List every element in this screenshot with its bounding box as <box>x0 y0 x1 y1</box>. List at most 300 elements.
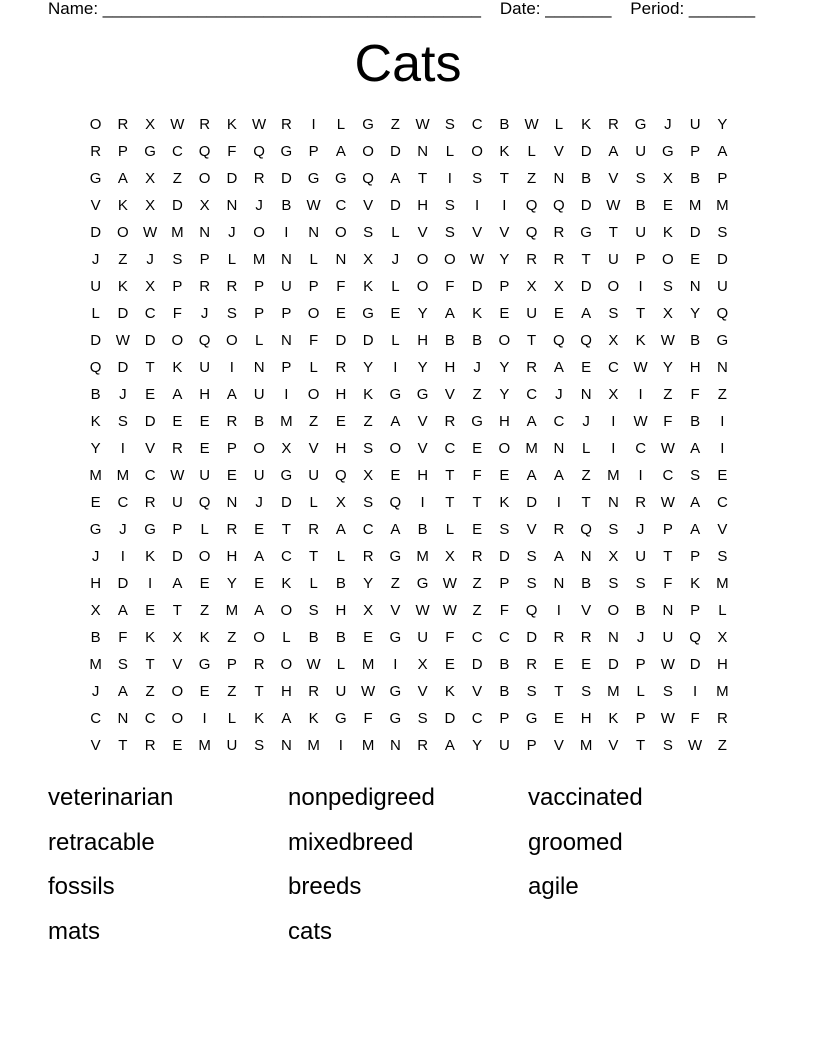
grid-letter: L <box>527 143 536 160</box>
puzzle-title: Cats <box>354 35 462 93</box>
grid-letter: L <box>445 143 455 160</box>
grid-letter: W <box>633 359 648 376</box>
grid-letter: O <box>607 602 620 619</box>
grid-row <box>82 138 737 165</box>
grid-letter: C <box>280 548 292 565</box>
grid-letter: L <box>581 440 591 457</box>
grid-letter: H <box>335 602 347 619</box>
grid-letter: E <box>690 251 701 268</box>
grid-letter: M <box>688 197 702 214</box>
grid-letter: W <box>688 737 703 754</box>
grid-letter: P <box>662 521 673 538</box>
grid-letter: Q <box>525 197 538 214</box>
grid-letter: A <box>444 305 455 322</box>
grid-letter: P <box>690 602 701 619</box>
grid-letter: E <box>662 197 673 214</box>
grid-letter: S <box>444 224 455 241</box>
grid-letter: E <box>172 737 183 754</box>
grid-letter: U <box>199 467 211 484</box>
grid-letter: U <box>716 278 728 295</box>
grid-letter: H <box>417 332 429 349</box>
grid-letter: C <box>335 197 347 214</box>
grid-letter: C <box>117 494 129 511</box>
grid-letter: H <box>335 386 347 403</box>
grid-letter: T <box>309 548 319 565</box>
grid-letter: K <box>281 575 292 592</box>
grid-letter: U <box>635 548 647 565</box>
grid-letter: A <box>254 548 265 565</box>
grid-letter: X <box>608 332 619 349</box>
grid-letter: F <box>663 413 673 430</box>
grid-letter: U <box>635 143 647 160</box>
grid-letter: I <box>120 440 125 457</box>
grid-letter: B <box>635 602 646 619</box>
grid-letter: U <box>417 629 429 646</box>
word-list-item: breeds <box>288 873 362 900</box>
grid-letter: C <box>553 413 565 430</box>
grid-letter: A <box>117 602 128 619</box>
grid-letter: W <box>442 575 457 592</box>
grid-letter: S <box>226 305 237 322</box>
grid-letter: G <box>144 143 156 160</box>
grid-letter: J <box>200 305 209 322</box>
grid-letter: U <box>635 224 647 241</box>
grid-letter: S <box>499 521 510 538</box>
grid-letter: D <box>689 224 701 241</box>
grid-letter: Z <box>472 602 482 619</box>
grid-letter: B <box>581 170 592 187</box>
grid-letter: N <box>662 602 674 619</box>
grid-letter: K <box>172 359 183 376</box>
grid-letter: D <box>716 251 728 268</box>
grid-letter: I <box>120 548 125 565</box>
grid-letter: N <box>607 629 619 646</box>
grid-letter: F <box>445 629 455 646</box>
grid-letter: E <box>390 305 401 322</box>
grid-letter: V <box>90 737 101 754</box>
grid-letter: Z <box>390 116 400 133</box>
grid-letter: D <box>580 197 592 214</box>
grid-letter: O <box>117 224 129 241</box>
grid-letter: I <box>693 683 698 700</box>
grid-letter: R <box>553 629 565 646</box>
grid-letter: E <box>363 629 374 646</box>
grid-letter: E <box>499 467 510 484</box>
word-search-grid <box>82 111 737 759</box>
grid-letter: R <box>607 116 619 133</box>
grid-letter: V <box>581 602 592 619</box>
grid-letter: O <box>253 224 265 241</box>
grid-letter: W <box>170 467 185 484</box>
grid-letter: R <box>144 494 156 511</box>
grid-row <box>82 300 737 327</box>
grid-letter: W <box>306 656 321 673</box>
grid-letter: P <box>717 170 728 187</box>
word-list <box>48 780 768 950</box>
grid-letter: Z <box>309 413 319 430</box>
grid-letter: M <box>89 656 102 673</box>
grid-row <box>82 570 737 597</box>
grid-letter: E <box>335 413 346 430</box>
grid-letter: L <box>282 629 291 646</box>
grid-letter: O <box>416 251 429 268</box>
grid-letter: T <box>581 494 591 511</box>
grid-letter: T <box>172 602 182 619</box>
grid-letter: G <box>580 224 592 241</box>
word-list-item: groomed <box>528 828 623 856</box>
grid-letter: G <box>471 413 483 430</box>
grid-letter: O <box>662 251 674 268</box>
grid-letter: U <box>662 629 674 646</box>
grid-letter: J <box>91 548 100 565</box>
grid-letter: G <box>335 170 347 187</box>
word-list-item: veterinarian <box>48 784 174 811</box>
grid-letter: E <box>254 521 265 538</box>
grid-letter: K <box>145 629 156 646</box>
grid-letter: K <box>472 305 483 322</box>
grid-letter: O <box>198 548 211 565</box>
grid-letter: L <box>336 116 346 133</box>
grid-letter: I <box>556 494 561 511</box>
grid-letter: G <box>416 386 429 403</box>
grid-letter: P <box>172 521 183 538</box>
grid-letter: V <box>417 440 428 457</box>
grid-letter: Y <box>499 386 510 403</box>
grid-letter: V <box>172 656 183 673</box>
grid-letter: E <box>472 440 483 457</box>
grid-letter: Z <box>227 629 237 646</box>
grid-letter: X <box>608 548 619 565</box>
grid-letter: B <box>690 170 701 187</box>
grid-row <box>82 354 737 381</box>
grid-letter: B <box>90 629 101 646</box>
grid-letter: Z <box>472 386 482 403</box>
grid-letter: V <box>308 440 319 457</box>
grid-letter: S <box>690 467 701 484</box>
grid-letter: F <box>227 143 237 160</box>
grid-letter: V <box>417 413 428 430</box>
grid-letter: P <box>172 278 183 295</box>
grid-letter: Q <box>553 197 565 214</box>
grid-letter: T <box>254 683 264 700</box>
grid-letter: Z <box>527 170 537 187</box>
grid-letter: L <box>227 710 237 727</box>
grid-letter: K <box>117 278 128 295</box>
grid-letter: J <box>255 494 263 511</box>
grid-letter: W <box>306 197 321 214</box>
grid-letter: D <box>498 548 510 565</box>
grid-letter: R <box>280 116 292 133</box>
grid-letter: G <box>634 116 647 133</box>
grid-row <box>82 165 737 192</box>
grid-letter: J <box>228 224 236 241</box>
grid-letter: D <box>362 332 374 349</box>
grid-letter: I <box>393 656 398 673</box>
grid-letter: M <box>525 440 538 457</box>
grid-letter: G <box>144 521 156 538</box>
grid-letter: R <box>308 683 320 700</box>
grid-letter: G <box>307 170 320 187</box>
grid-letter: M <box>252 251 266 268</box>
grid-letter: H <box>716 656 728 673</box>
grid-letter: D <box>144 413 156 430</box>
grid-letter: X <box>417 656 428 673</box>
grid-letter: T <box>445 467 455 484</box>
grid-letter: O <box>307 386 320 403</box>
grid-letter: P <box>308 278 319 295</box>
grid-letter: V <box>526 521 537 538</box>
grid-letter: D <box>335 332 347 349</box>
grid-letter: M <box>171 224 184 241</box>
grid-letter: G <box>389 710 402 727</box>
grid-letter: U <box>253 467 265 484</box>
grid-letter: P <box>499 278 510 295</box>
grid-letter: Z <box>172 170 182 187</box>
grid-letter: D <box>117 359 129 376</box>
grid-letter: K <box>499 143 510 160</box>
grid-letter: P <box>226 656 237 673</box>
grid-letter: R <box>444 413 456 430</box>
grid-letter: Z <box>717 737 727 754</box>
grid-letter: B <box>635 197 646 214</box>
grid-letter: B <box>690 413 701 430</box>
grid-letter: M <box>416 548 429 565</box>
grid-letter: E <box>199 440 210 457</box>
grid-letter: Y <box>472 737 483 754</box>
grid-letter: R <box>580 629 592 646</box>
grid-letter: L <box>309 359 318 376</box>
grid-row <box>82 543 737 570</box>
grid-row <box>82 111 737 138</box>
grid-letter: G <box>416 575 429 592</box>
grid-letter: F <box>118 629 128 646</box>
grid-letter: P <box>254 278 265 295</box>
grid-letter: S <box>172 251 183 268</box>
grid-letter: R <box>226 521 238 538</box>
grid-letter: F <box>309 332 319 349</box>
grid-letter: A <box>526 467 537 484</box>
grid-letter: O <box>280 656 293 673</box>
grid-letter: T <box>418 170 428 187</box>
grid-letter: N <box>226 197 238 214</box>
grid-letter: G <box>362 305 374 322</box>
grid-letter: I <box>611 440 616 457</box>
grid-letter: S <box>635 575 646 592</box>
grid-row <box>82 327 737 354</box>
grid-letter: I <box>420 494 425 511</box>
grid-letter: I <box>638 278 643 295</box>
grid-letter: G <box>525 710 538 727</box>
grid-letter: Z <box>118 251 128 268</box>
grid-letter: M <box>716 575 729 592</box>
grid-letter: E <box>199 575 210 592</box>
grid-letter: B <box>581 575 592 592</box>
grid-letter: Q <box>716 305 729 322</box>
grid-row <box>82 678 737 705</box>
grid-letter: G <box>335 710 347 727</box>
grid-letter: S <box>581 683 592 700</box>
grid-letter: F <box>172 305 182 322</box>
grid-letter: Y <box>363 575 374 592</box>
grid-letter: M <box>579 737 593 754</box>
grid-letter: V <box>417 683 428 700</box>
grid-letter: N <box>553 170 565 187</box>
grid-letter: D <box>280 170 292 187</box>
grid-letter: D <box>144 332 156 349</box>
grid-letter: G <box>389 683 402 700</box>
grid-letter: R <box>226 278 238 295</box>
grid-letter: W <box>361 683 376 700</box>
grid-letter: C <box>144 467 156 484</box>
grid-letter: B <box>444 332 455 349</box>
grid-letter: O <box>253 440 265 457</box>
grid-letter: I <box>447 170 452 187</box>
grid-letter: R <box>553 521 565 538</box>
grid-letter: O <box>307 305 320 322</box>
grid-letter: U <box>171 494 183 511</box>
grid-letter: G <box>389 548 402 565</box>
grid-letter: H <box>580 710 592 727</box>
grid-letter: J <box>119 521 127 538</box>
grid-letter: E <box>553 656 564 673</box>
grid-letter: G <box>389 629 402 646</box>
grid-letter: A <box>581 305 592 322</box>
grid-letter: K <box>254 710 265 727</box>
grid-letter: A <box>390 170 401 187</box>
word-list-item: fossils <box>48 873 115 900</box>
grid-letter: E <box>499 305 510 322</box>
grid-letter: C <box>171 143 183 160</box>
grid-letter: T <box>281 521 291 538</box>
grid-letter: V <box>553 737 564 754</box>
grid-letter: M <box>361 656 375 673</box>
grid-letter: E <box>581 656 592 673</box>
grid-letter: G <box>716 332 729 349</box>
grid-letter: Z <box>200 602 210 619</box>
grid-letter: I <box>638 386 643 403</box>
grid-letter: W <box>606 197 621 214</box>
grid-letter: R <box>526 359 538 376</box>
grid-letter: D <box>580 143 592 160</box>
grid-row <box>82 219 737 246</box>
grid-letter: D <box>117 305 129 322</box>
grid-letter: S <box>363 494 374 511</box>
grid-letter: C <box>662 467 674 484</box>
grid-row <box>82 381 737 408</box>
grid-letter: J <box>91 683 100 700</box>
grid-row <box>82 516 737 543</box>
grid-letter: O <box>171 683 184 700</box>
grid-letter: R <box>553 224 565 241</box>
grid-letter: A <box>690 440 701 457</box>
grid-letter: Y <box>662 359 673 376</box>
grid-letter: I <box>284 224 289 241</box>
grid-letter: W <box>470 251 485 268</box>
grid-letter: G <box>280 143 293 160</box>
grid-row <box>82 624 737 651</box>
grid-letter: Q <box>580 332 592 349</box>
grid-letter: V <box>499 224 510 241</box>
grid-letter: U <box>689 116 701 133</box>
grid-letter: H <box>417 467 429 484</box>
word-list-item: mixedbreed <box>288 828 414 856</box>
grid-letter: O <box>416 278 429 295</box>
grid-letter: S <box>662 737 673 754</box>
grid-letter: Q <box>335 467 347 484</box>
grid-letter: A <box>553 359 564 376</box>
grid-letter: V <box>472 683 483 700</box>
grid-letter: Y <box>417 305 428 322</box>
grid-letter: D <box>389 143 401 160</box>
grid-letter: M <box>198 737 211 754</box>
grid-letter: U <box>526 305 538 322</box>
grid-letter: O <box>89 116 102 133</box>
grid-letter: N <box>417 143 429 160</box>
grid-letter: O <box>498 332 511 349</box>
grid-letter: C <box>635 440 647 457</box>
grid-letter: K <box>608 710 619 727</box>
grid-letter: G <box>362 116 374 133</box>
grid-letter: Q <box>198 494 211 511</box>
grid-letter: W <box>660 656 675 673</box>
grid-letter: S <box>662 683 673 700</box>
grid-letter: F <box>499 602 509 619</box>
grid-letter: V <box>363 197 374 214</box>
grid-letter: R <box>526 656 538 673</box>
grid-letter: S <box>254 737 265 754</box>
grid-letter: Z <box>472 575 482 592</box>
grid-letter: D <box>444 710 456 727</box>
grid-letter: N <box>580 386 592 403</box>
grid-letter: A <box>117 170 128 187</box>
grid-letter: I <box>338 737 343 754</box>
grid-letter: G <box>280 467 293 484</box>
grid-letter: B <box>281 197 292 214</box>
grid-letter: K <box>363 278 374 295</box>
grid-letter: X <box>145 170 156 187</box>
grid-letter: Q <box>525 224 538 241</box>
grid-letter: I <box>284 386 289 403</box>
grid-letter: A <box>335 521 346 538</box>
grid-row <box>82 462 737 489</box>
grid-letter: T <box>499 170 509 187</box>
grid-letter: O <box>171 332 184 349</box>
grid-letter: W <box>524 116 539 133</box>
grid-letter: P <box>635 251 646 268</box>
grid-letter: Y <box>717 116 728 133</box>
grid-letter: G <box>89 170 102 187</box>
grid-letter: U <box>335 683 347 700</box>
grid-letter: C <box>444 440 456 457</box>
grid-letter: O <box>362 143 374 160</box>
grid-letter: B <box>499 656 510 673</box>
grid-letter: O <box>335 224 347 241</box>
grid-letter: G <box>662 143 674 160</box>
word-list-item: cats <box>288 917 333 945</box>
grid-letter: S <box>444 116 455 133</box>
grid-letter: T <box>472 494 482 511</box>
grid-letter: U <box>253 386 265 403</box>
grid-letter: O <box>444 251 456 268</box>
grid-letter: X <box>363 251 374 268</box>
grid-letter: Y <box>499 359 510 376</box>
grid-letter: D <box>117 575 129 592</box>
grid-letter: C <box>90 710 102 727</box>
grid-letter: D <box>526 494 538 511</box>
grid-letter: X <box>335 494 346 511</box>
grid-letter: A <box>172 386 183 403</box>
grid-letter: A <box>526 413 537 430</box>
